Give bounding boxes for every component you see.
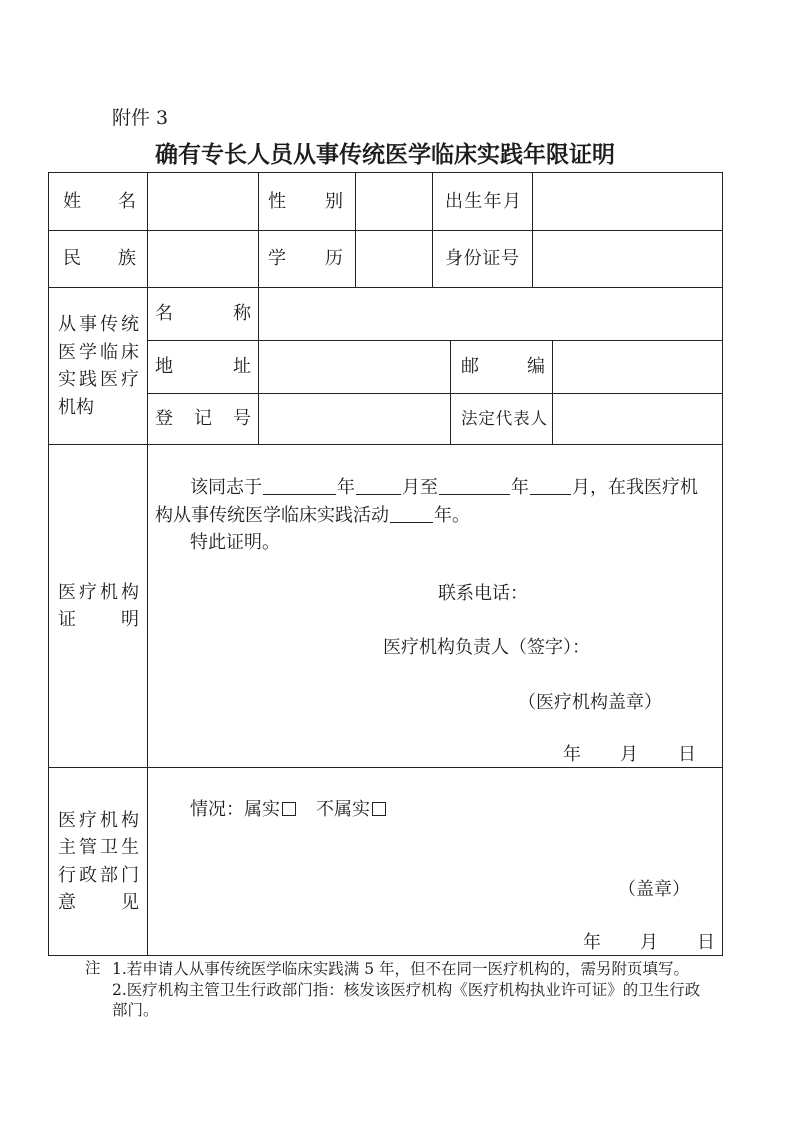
registration-value-cell <box>258 393 451 445</box>
institution-section-label-line: 从事传统 <box>58 314 139 335</box>
closing-text: 特此证明。 <box>190 532 280 553</box>
statement-line-2 <box>155 504 470 528</box>
opinion-date-day: 日 <box>697 932 715 953</box>
institution-section-label-line: 实践医疗 <box>58 369 139 390</box>
opinion-section-label-line: 行政部门 <box>58 864 139 886</box>
education-label: 学 历 <box>268 248 343 269</box>
institution-name-label: 名 称 <box>155 303 251 324</box>
registration-label-cell <box>147 393 259 445</box>
option-true-label: 属实 <box>244 799 280 820</box>
notes-marker: 注 <box>85 959 101 977</box>
practice-years-blank <box>390 506 433 523</box>
statement-text: 该同志于 <box>190 477 262 498</box>
signature-label: 医疗机构负责人（签字）： <box>383 637 590 658</box>
certificate-date-year: 年 <box>563 744 581 765</box>
gender-label: 性 别 <box>268 190 343 212</box>
institution-name-label-cell <box>147 287 259 341</box>
attachment-label: 附件 3 <box>112 107 169 129</box>
legal-rep-label: 法定代表人 <box>461 409 547 428</box>
start-month-blank <box>356 478 401 495</box>
postcode-value-cell <box>552 340 723 394</box>
registration-label: 登 记 号 <box>155 408 251 429</box>
address-label: 地 址 <box>155 356 251 377</box>
opinion-section-label-line: 意 见 <box>58 892 139 913</box>
birth-value-cell <box>532 172 723 231</box>
name-label-cell <box>48 172 148 231</box>
postcode-label: 邮 编 <box>461 356 545 377</box>
postcode-label-cell <box>450 340 553 394</box>
dept-seal-label: （盖章） <box>618 879 690 900</box>
opinion-date-month: 月 <box>640 932 658 953</box>
institution-section-label-line: 医学临床 <box>58 341 139 363</box>
year-text: 年。 <box>434 505 470 526</box>
opinion-section-label <box>58 807 139 917</box>
institution-section-label-cell <box>48 287 148 445</box>
opinion-section-label-line: 主管卫生 <box>58 837 139 858</box>
end-month-blank <box>530 478 571 495</box>
statement-line-1 <box>190 476 698 500</box>
gender-value-cell <box>355 172 433 231</box>
situation-label: 情况： <box>190 799 244 820</box>
opinion-date-year: 年 <box>583 932 601 953</box>
id-number-label-cell <box>432 230 533 288</box>
end-year-blank <box>439 478 510 495</box>
month-to-text: 月至 <box>402 477 438 498</box>
year-text: 年 <box>511 477 529 498</box>
note-line: 1.若申请人从事传统医学临床实践满 5 年，但不在同一医疗机构的，需另附页填写。 <box>112 960 690 978</box>
address-value-cell <box>258 340 451 394</box>
statement-text: 月，在我医疗机 <box>572 477 698 498</box>
education-label-cell <box>258 230 356 288</box>
certificate-date-day: 日 <box>678 744 696 765</box>
name-value-cell <box>147 172 259 231</box>
note-line: 部门。 <box>112 1001 159 1019</box>
institution-name-value-cell <box>258 287 723 341</box>
statement-text: 构从事传统医学临床实践活动 <box>155 505 389 526</box>
ethnicity-label-cell <box>48 230 148 288</box>
document-title: 确有专长人员从事传统医学临床实践年限证明 <box>155 141 615 168</box>
name-label: 姓 名 <box>63 190 136 212</box>
phone-label: 联系电话： <box>438 583 528 604</box>
institution-seal-label: （医疗机构盖章） <box>518 692 662 713</box>
note-line: 2.医疗机构主管卫生行政部门指：核发该医疗机构《医疗机构执业许可证》的卫生行政 <box>112 981 701 999</box>
situation-line <box>190 798 386 822</box>
birth-label: 出生年月 <box>445 190 521 212</box>
opinion-section-label-cell <box>48 767 148 956</box>
institution-section-label-line: 机构 <box>58 396 94 418</box>
start-year-blank <box>263 478 336 495</box>
id-number-label: 身份证号 <box>445 248 519 269</box>
checkbox-empty-icon <box>282 802 296 816</box>
gender-label-cell <box>258 172 356 231</box>
certificate-section-label <box>58 579 139 634</box>
year-text: 年 <box>337 477 355 498</box>
option-false-label: 不属实 <box>316 799 370 820</box>
education-value-cell <box>355 230 433 288</box>
certificate-section-label-line: 证 明 <box>58 609 139 630</box>
opinion-section-label-line: 医疗机构 <box>58 809 139 831</box>
ethnicity-label: 民 族 <box>63 248 136 269</box>
legal-rep-label-cell <box>450 393 553 445</box>
ethnicity-value-cell <box>147 230 259 288</box>
checkbox-empty-icon <box>372 802 386 816</box>
certificate-section-label-line: 医疗机构 <box>58 581 139 603</box>
birth-label-cell <box>432 172 533 231</box>
legal-rep-value-cell <box>552 393 723 445</box>
address-label-cell <box>147 340 259 394</box>
certificate-section-label-cell <box>48 444 148 768</box>
institution-section-label <box>58 311 139 421</box>
certificate-date-month: 月 <box>620 744 638 765</box>
id-number-value-cell <box>532 230 723 288</box>
opinion-content-cell <box>147 767 723 956</box>
